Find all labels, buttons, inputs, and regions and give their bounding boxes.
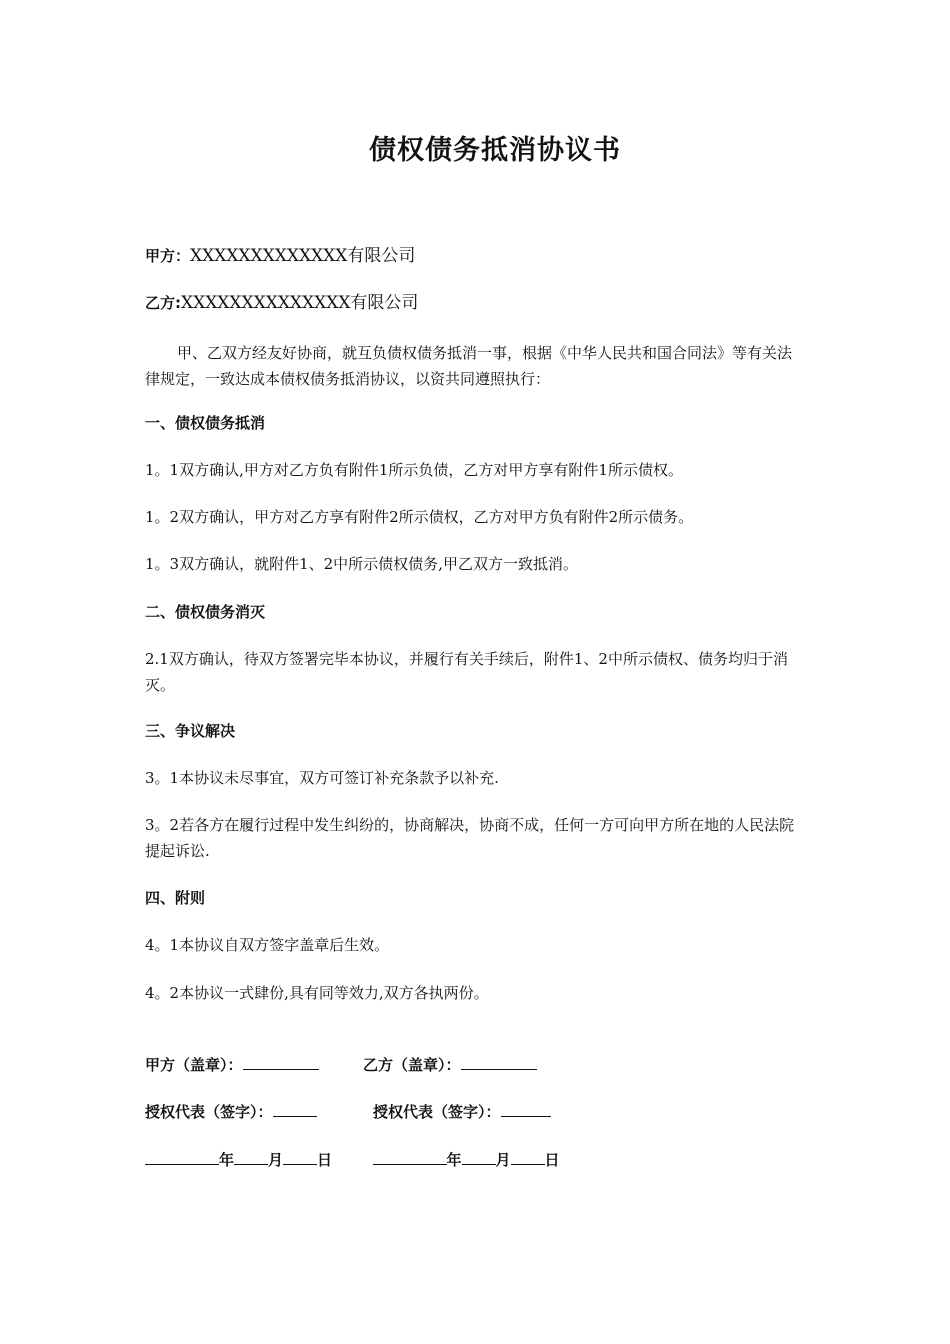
rep-a-blank[interactable] (273, 1102, 317, 1117)
year-a-blank[interactable] (145, 1150, 219, 1165)
seal-b-blank[interactable] (461, 1055, 537, 1070)
seal-a-blank[interactable] (243, 1055, 319, 1070)
party-b-value: XXXXXXXXXXXXXX有限公司 (181, 293, 419, 313)
rep-b-label: 授权代表（签字）： (372, 1103, 501, 1121)
clause: 3。2若各方在履行过程中发生纠纷的，协商解决，协商不成，任何一方可向甲方所在地的人民法院提起诉讼. (145, 816, 795, 860)
representative-line (145, 1101, 551, 1122)
year-a-label: 年 (219, 1151, 235, 1169)
month-a-label: 月 (268, 1151, 284, 1169)
day-b-blank[interactable] (511, 1150, 545, 1165)
seal-b-label: 乙方（盖章）： (362, 1056, 461, 1074)
month-a-blank[interactable] (234, 1150, 268, 1165)
clause: 4。2本协议一式肆份,具有同等效力,双方各执两份。 (145, 984, 489, 1002)
section-heading: 一、债权债务抵消 (145, 414, 266, 432)
party-a-line (145, 243, 805, 269)
month-b-label: 月 (495, 1151, 511, 1169)
clause: 2.1双方确认，待双方签署完毕本协议，并履行有关手续后，附件1、2中所示债权、债务均归于消灭。 (145, 650, 788, 694)
party-b-label: 乙方: (145, 294, 181, 312)
party-a-value: XXXXXXXXXXXXX有限公司 (190, 246, 416, 266)
section-heading: 二、债权债务消灭 (145, 603, 266, 621)
clause: 3。1本协议未尽事宜，双方可签订补充条款予以补充. (145, 769, 499, 787)
rep-a-label: 授权代表（签字）： (145, 1103, 273, 1121)
seal-line (145, 1054, 537, 1075)
intro-paragraph: 甲、乙双方经友好协商，就互负债权债务抵消一事，根据《中华人民共和国合同法》等有关法律规定，一致达成本债权债务抵消协议，以资共同遵照执行： (145, 344, 793, 388)
clause: 1。2双方确认，甲方对乙方享有附件2所示债权，乙方对甲方负有附件2所示债务。 (145, 508, 694, 526)
day-a-blank[interactable] (283, 1150, 317, 1165)
document-title: 债权债务抵消协议书 (369, 135, 621, 166)
month-b-blank[interactable] (462, 1150, 496, 1165)
party-b-line (145, 290, 805, 316)
year-b-blank[interactable] (373, 1150, 447, 1165)
section-heading: 三、争议解决 (145, 722, 236, 740)
rep-b-blank[interactable] (501, 1102, 551, 1117)
clause: 1。1双方确认,甲方对乙方负有附件1所示负债，乙方对甲方享有附件1所示债权。 (145, 461, 683, 479)
day-b-label: 日 (544, 1151, 560, 1169)
party-a-label: 甲方： (145, 247, 191, 265)
year-b-label: 年 (446, 1151, 462, 1169)
seal-a-label: 甲方（盖章）： (145, 1056, 243, 1074)
clause: 1。3双方确认，就附件1、2中所示债权债务,甲乙双方一致抵消。 (145, 555, 578, 573)
day-a-label: 日 (317, 1151, 333, 1169)
date-line (145, 1149, 560, 1170)
section-heading: 四、附则 (145, 889, 206, 907)
clause: 4。1本协议自双方签字盖章后生效。 (145, 936, 390, 954)
